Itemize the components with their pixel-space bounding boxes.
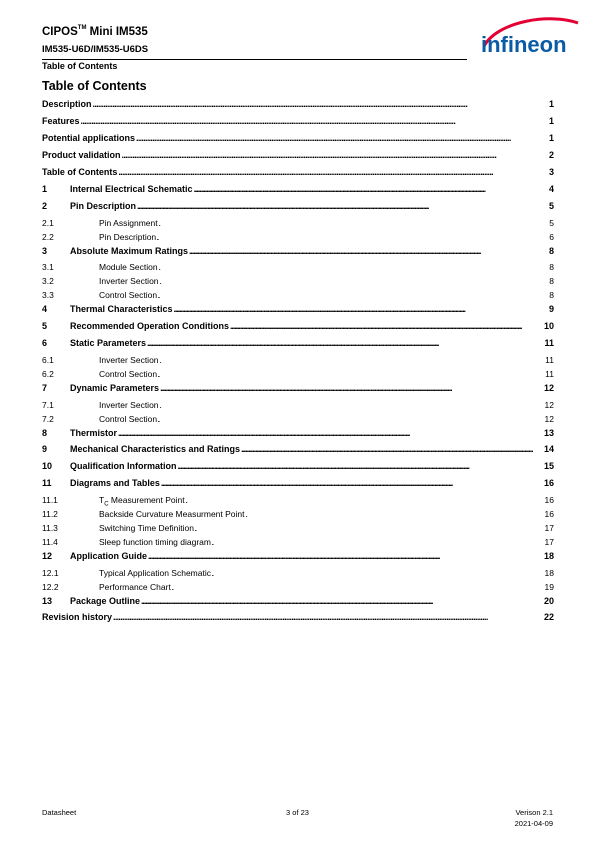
footer-doc-type: Datasheet: [42, 808, 77, 817]
toc-entry-page: 18: [544, 567, 554, 578]
toc-entry-number: 12.2: [42, 581, 59, 592]
toc-entry-label: Backside Curvature Measurment Point: [99, 508, 245, 519]
toc-entry-page: 14: [543, 444, 554, 455]
toc-entry[interactable]: [42, 369, 554, 383]
infineon-logo: [478, 13, 584, 61]
toc-entry[interactable]: [42, 612, 554, 629]
toc-entry-page: 3: [548, 167, 554, 177]
toc-leader-dots: [230, 321, 543, 331]
toc-leader-dots: [118, 428, 543, 438]
toc-entry-number: 3: [42, 245, 48, 256]
toc-entry-page: 12: [544, 399, 554, 410]
toc-entry-label: Thermal Characteristics: [70, 304, 173, 315]
toc-entry-number: 12.1: [42, 567, 59, 578]
toc-entry-number: 3.1: [42, 262, 54, 273]
toc-entry[interactable]: [42, 321, 554, 338]
toc-entry[interactable]: [42, 133, 554, 150]
toc-entry-label: Internal Electrical Schematic: [70, 184, 193, 194]
toc-entry-label: Sleep function timing diagram: [99, 536, 211, 547]
toc-leader-dots: [93, 99, 548, 109]
toc-entry-number: 6: [42, 337, 48, 348]
toc-entry[interactable]: [42, 428, 554, 445]
section-label: Table of Contents: [42, 61, 118, 71]
toc-entry-page: 11: [545, 354, 554, 365]
toc-leader-dots: [122, 150, 548, 160]
toc-entry[interactable]: [42, 201, 554, 218]
toc-leader-dots: [136, 133, 548, 143]
toc-entry-label: Performance Chart: [99, 581, 171, 592]
toc-entry-label: $T_C$ Measurement Point: [99, 494, 185, 508]
toc-entry[interactable]: [42, 304, 554, 321]
toc-entry-label: Description: [42, 99, 92, 109]
toc-leader-dots: [158, 290, 548, 300]
toc-entry[interactable]: [42, 400, 554, 414]
toc-entry-label: Inverter Section: [99, 354, 159, 365]
toc-leader-dots: [118, 167, 548, 177]
toc-entry-number: 6.1: [42, 354, 54, 365]
toc-entry[interactable]: [42, 246, 554, 263]
toc-leader-dots: [160, 400, 544, 410]
toc-entry-number: 7.2: [42, 413, 54, 424]
toc-entry-page: 15: [543, 461, 554, 472]
toc-entry-page: 16: [544, 494, 554, 505]
toc-entry-label: Mechanical Characteristics and Ratings: [70, 444, 241, 455]
toc-entry-label: Product validation: [42, 150, 121, 160]
toc-entry-page: 12: [543, 382, 554, 393]
toc-entry[interactable]: [42, 184, 554, 201]
toc-leader-dots: [195, 523, 544, 533]
toc-entry-number: 8: [42, 427, 48, 438]
toc-entry-label: Potential applications: [42, 133, 136, 143]
toc-leader-dots: [161, 478, 543, 488]
toc-entry-page: 12: [544, 413, 554, 424]
toc-entry-page: 18: [543, 550, 554, 561]
toc-entry-label: Inverter Section: [99, 399, 159, 410]
toc-entry-label: Control Section: [99, 368, 158, 379]
toc-entry-number: 3.3: [42, 290, 54, 301]
toc-entry-label: Static Parameters: [70, 337, 147, 348]
toc-entry-number: 3.2: [42, 276, 54, 287]
toc-entry[interactable]: [42, 167, 554, 184]
toc-entry-page: 4: [548, 184, 554, 194]
toc-leader-dots: [178, 461, 543, 471]
toc-entry[interactable]: [42, 523, 554, 537]
toc-leader-dots: [157, 232, 548, 242]
toc-entry-label: Pin Assignment: [99, 217, 158, 228]
toc-entry-label: Recommended Operation Conditions: [70, 321, 230, 332]
toc-entry-page: 5: [549, 217, 554, 228]
footer-version: Verison 2.1 2021-04-09: [514, 808, 553, 828]
toc-leader-dots: [113, 612, 543, 622]
toc-leader-dots: [189, 246, 548, 256]
toc-entry-label: Switching Time Definition: [99, 522, 194, 533]
toc-entry-label: Thermistor: [70, 427, 118, 438]
toc-entry-label: Diagrams and Tables: [70, 477, 160, 488]
toc-entry-page: 13: [543, 427, 554, 438]
toc-entry-label: Application Guide: [70, 550, 148, 561]
toc-leader-dots: [241, 444, 543, 454]
toc-entry-label: Dynamic Parameters: [70, 382, 160, 393]
header-divider: [42, 59, 467, 60]
toc-entry[interactable]: [42, 338, 554, 355]
toc-entry-page: 19: [544, 581, 554, 592]
toc-entry-label: Absolute Maximum Ratings: [70, 245, 189, 256]
toc-entry-page: 1: [548, 99, 554, 109]
toc-entry-page: 8: [549, 276, 554, 287]
toc-entry-page: 10: [543, 321, 554, 332]
toc-leader-dots: [158, 369, 544, 379]
toc-entry-label: Control Section: [99, 290, 158, 301]
toc-leader-dots: [159, 262, 549, 272]
logo-text: infineon: [481, 32, 567, 57]
toc-entry-label: Inverter Section: [99, 276, 159, 287]
toc-entry-number: 12: [42, 550, 53, 561]
toc-leader-dots: [81, 116, 548, 126]
toc-entry[interactable]: [42, 290, 554, 304]
toc-entry-number: 9: [42, 444, 48, 455]
toc-entry-number: 11.3: [42, 522, 58, 533]
toc-entry-number: 2.1: [42, 217, 54, 228]
toc-leader-dots: [160, 383, 543, 393]
toc-leader-dots: [160, 355, 545, 365]
toc-entry-page: 6: [549, 231, 554, 242]
toc-leader-dots: [160, 276, 549, 286]
table-of-contents: [42, 99, 554, 629]
toc-entry[interactable]: [42, 582, 554, 596]
toc-leader-dots: [246, 509, 544, 519]
toc-entry-label: Qualification Information: [70, 461, 177, 472]
toc-entry-page: 20: [543, 595, 554, 606]
toc-entry-page: 8: [549, 262, 554, 273]
toc-entry-page: 1: [548, 116, 554, 126]
toc-entry-number: 11.4: [42, 536, 58, 547]
toc-entry-page: 8: [548, 245, 554, 256]
toc-leader-dots: [147, 338, 543, 348]
toc-entry-page: 11: [545, 368, 554, 379]
toc-entry-page: 11: [544, 337, 554, 348]
toc-entry[interactable]: [42, 355, 554, 369]
toc-entry[interactable]: [42, 276, 554, 290]
toc-entry[interactable]: [42, 444, 554, 461]
toc-leader-dots: [148, 551, 543, 561]
toc-entry[interactable]: [42, 478, 554, 495]
toc-entry-page: 8: [549, 290, 554, 301]
toc-leader-dots: [194, 184, 548, 194]
toc-entry-label: Typical Application Schematic: [99, 567, 211, 578]
toc-entry[interactable]: [42, 551, 554, 568]
toc-entry-label: Pin Description: [99, 231, 157, 242]
toc-entry-number: 6.2: [42, 368, 54, 379]
toc-leader-dots: [212, 568, 544, 578]
toc-entry-page: 9: [548, 304, 554, 315]
toc-leader-dots: [172, 582, 544, 592]
toc-heading: Table of Contents: [42, 79, 147, 93]
toc-entry[interactable]: [42, 99, 554, 116]
toc-entry-number: 11: [42, 477, 52, 488]
toc-entry-label: Revision history: [42, 612, 113, 623]
toc-entry-label: Pin Description: [70, 200, 137, 211]
toc-entry[interactable]: [42, 116, 554, 133]
toc-leader-dots: [158, 414, 543, 424]
toc-entry-number: 11.2: [42, 508, 58, 519]
toc-entry-page: 22: [543, 612, 554, 623]
toc-entry-label: Table of Contents: [42, 167, 118, 177]
toc-entry-label: Control Section: [99, 413, 158, 424]
footer-page-number: 3 of 23: [286, 808, 309, 817]
document-subtitle: IM535-U6D/IM535-U6DS: [42, 44, 149, 55]
toc-entry-label: Package Outline: [70, 595, 141, 606]
toc-entry[interactable]: [42, 414, 554, 428]
toc-leader-dots: [174, 304, 548, 314]
document-title: CIPOS™ Mini IM535: [42, 25, 148, 38]
toc-entry-number: 1: [42, 184, 48, 194]
toc-entry-label: Features: [42, 116, 80, 126]
toc-entry[interactable]: [42, 150, 554, 167]
toc-entry[interactable]: [42, 218, 554, 232]
toc-entry[interactable]: [42, 262, 554, 276]
toc-leader-dots: [141, 596, 543, 606]
toc-entry-page: 5: [548, 200, 554, 211]
toc-entry-number: 4: [42, 304, 48, 315]
toc-entry-page: 1: [548, 133, 554, 143]
toc-entry-number: 7: [42, 382, 48, 393]
toc-entry-number: 2.2: [42, 231, 54, 242]
toc-entry[interactable]: [42, 461, 554, 478]
toc-entry-number: 11.1: [42, 494, 58, 505]
toc-leader-dots: [186, 495, 544, 505]
toc-entry[interactable]: [42, 232, 554, 246]
toc-entry[interactable]: [42, 509, 554, 523]
toc-entry[interactable]: [42, 537, 554, 551]
toc-entry[interactable]: [42, 383, 554, 400]
toc-entry-number: 10: [42, 461, 53, 472]
toc-entry-label: Module Section: [99, 262, 158, 273]
toc-entry-number: 5: [42, 321, 48, 332]
toc-leader-dots: [212, 537, 544, 547]
toc-entry-page: 17: [544, 536, 554, 547]
toc-entry-page: 17: [544, 522, 554, 533]
toc-entry-number: 2: [42, 200, 48, 211]
toc-entry[interactable]: [42, 568, 554, 582]
toc-leader-dots: [137, 201, 548, 211]
toc-entry-page: 16: [544, 508, 554, 519]
toc-entry-number: 13: [42, 595, 53, 606]
toc-entry[interactable]: [42, 596, 554, 613]
toc-entry-page: 2: [548, 150, 554, 160]
toc-entry-page: 16: [543, 477, 554, 488]
toc-entry[interactable]: [42, 495, 554, 509]
toc-leader-dots: [159, 218, 549, 228]
toc-entry-number: 7.1: [42, 399, 54, 410]
